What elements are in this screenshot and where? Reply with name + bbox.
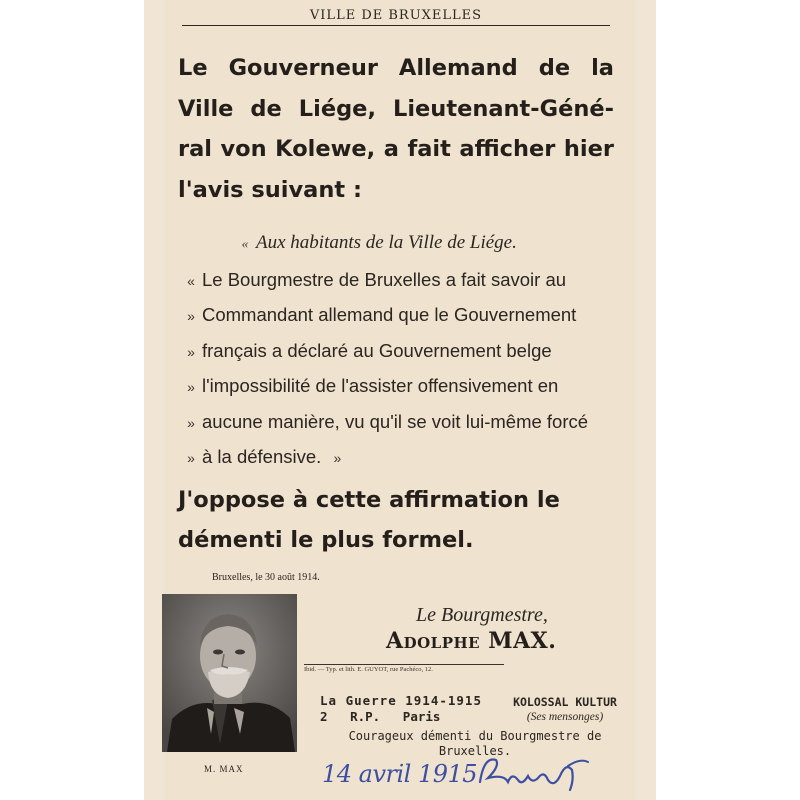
kultur-subtitle: (Ses mensonges) bbox=[526, 711, 604, 723]
header-title: VILLE DE BRUXELLES bbox=[309, 8, 483, 23]
quote-title-text: Aux habitants de la Ville de Liége. bbox=[256, 232, 517, 253]
quote-line bbox=[180, 334, 616, 370]
date-line: Bruxelles, le 30 août 1914. bbox=[212, 572, 320, 583]
quote-line-text: français a déclaré au Gouvernement belge bbox=[202, 339, 552, 361]
signature-name: Adolphe MAX. bbox=[386, 628, 557, 654]
quoted-notice bbox=[180, 226, 616, 476]
portrait-photo bbox=[162, 594, 297, 752]
guillemet-icon: » bbox=[187, 379, 195, 395]
signature-title: Le Bourgmestre, bbox=[416, 604, 548, 626]
headline: Le Gouverneur Allemand de la Ville de Liége, Lieutenant-Géné-ral von Kolewe, a fait afficher hier l'avis suivant : bbox=[178, 55, 614, 203]
quote-line bbox=[180, 263, 616, 299]
guillemet-icon: » bbox=[187, 343, 195, 360]
guillemet-icon: « bbox=[241, 237, 249, 252]
series-number: 2 bbox=[320, 709, 328, 724]
guillemet-icon: » bbox=[333, 450, 342, 466]
quote-line-text: aucune manière, vu qu'il se voit lui-même forcé bbox=[202, 410, 589, 432]
quote-line bbox=[180, 298, 616, 334]
portrait-illustration bbox=[162, 594, 297, 752]
series-title: La Guerre 1914-1915 bbox=[320, 693, 482, 708]
quote-line-text: à la défensive. bbox=[202, 446, 322, 467]
quote-line-text: Commandant allemand que le Gouvernement bbox=[202, 304, 577, 325]
quote-line bbox=[180, 369, 616, 405]
series-rp: R.P. bbox=[350, 709, 381, 724]
card-caption: Courageux démenti du Bourgmestre de Bruxelles. bbox=[348, 729, 602, 758]
quote-line-text: l'impossibilité de l'assister offensivement en bbox=[202, 375, 559, 396]
publisher-block bbox=[320, 693, 482, 725]
series-city: Paris bbox=[402, 709, 441, 724]
postcard bbox=[144, 0, 656, 800]
guillemet-icon: » bbox=[187, 308, 195, 324]
quote-line bbox=[180, 440, 616, 476]
quote-title bbox=[180, 226, 616, 263]
quote-line-text: Le Bourgmestre de Bruxelles a fait savoir au bbox=[202, 268, 567, 290]
statement: J'oppose à cette affirmation le démenti le plus formel. bbox=[178, 487, 560, 553]
guillemet-icon: « bbox=[187, 272, 195, 289]
header-rule bbox=[182, 25, 610, 26]
guillemet-icon: » bbox=[187, 414, 195, 431]
series-details bbox=[320, 709, 482, 725]
portrait-caption: M. MAX bbox=[204, 764, 244, 774]
guillemet-icon: » bbox=[187, 450, 195, 466]
printer-line: Ibid. — Typ. et lith. E. GUYOT, rue Pachéco, 12. bbox=[304, 664, 504, 673]
handwritten-signature-icon bbox=[474, 752, 594, 796]
quote-line bbox=[180, 405, 616, 441]
kultur-title: KOLOSSAL KULTUR bbox=[513, 695, 617, 709]
handwritten-date: 14 avril 1915 bbox=[322, 760, 478, 788]
